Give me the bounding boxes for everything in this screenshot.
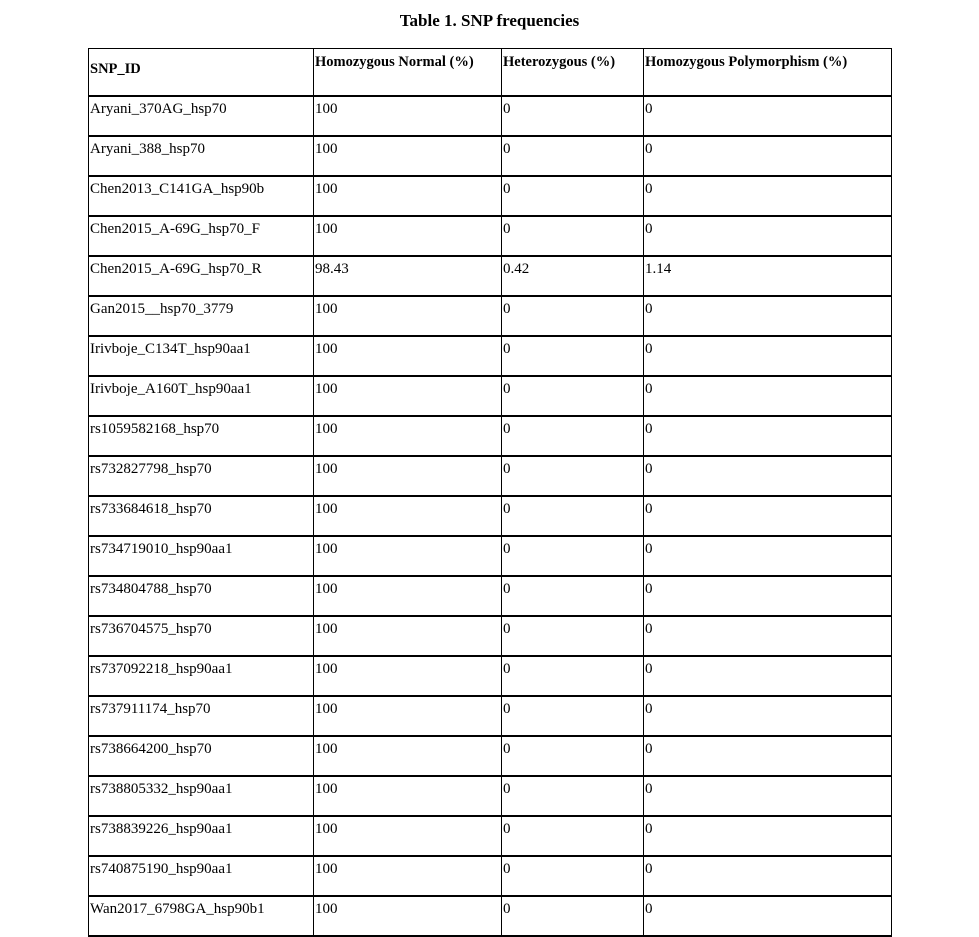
cell-heterozygous: 0	[502, 296, 644, 336]
table-row	[89, 336, 892, 376]
cell-heterozygous: 0	[502, 216, 644, 256]
cell-snp-id: Chen2015_A-69G_hsp70_F	[89, 216, 314, 256]
cell-heterozygous: 0	[502, 776, 644, 816]
table-row	[89, 296, 892, 336]
cell-heterozygous: 0	[502, 536, 644, 576]
table-row	[89, 816, 892, 856]
cell-snp-id: rs737911174_hsp70	[89, 696, 314, 736]
cell-snp-id: Chen2013_C141GA_hsp90b	[89, 176, 314, 216]
table-row	[89, 376, 892, 416]
table-row	[89, 496, 892, 536]
cell-heterozygous: 0	[502, 176, 644, 216]
cell-homozygous-normal: 100	[314, 656, 502, 696]
cell-snp-id: Aryani_370AG_hsp70	[89, 96, 314, 136]
cell-homozygous-polymorphism: 0	[644, 416, 892, 456]
cell-snp-id: rs1059582168_hsp70	[89, 416, 314, 456]
snp-frequency-table	[88, 48, 892, 937]
cell-homozygous-polymorphism: 0	[644, 96, 892, 136]
table-row	[89, 616, 892, 656]
cell-snp-id: Gan2015__hsp70_3779	[89, 296, 314, 336]
table-row	[89, 736, 892, 776]
table-row	[89, 176, 892, 216]
cell-snp-id: Wan2017_6798GA_hsp90b1	[89, 896, 314, 936]
cell-homozygous-polymorphism: 0	[644, 856, 892, 896]
cell-homozygous-normal: 100	[314, 496, 502, 536]
cell-snp-id: rs737092218_hsp90aa1	[89, 656, 314, 696]
cell-homozygous-normal: 100	[314, 576, 502, 616]
cell-heterozygous: 0	[502, 656, 644, 696]
cell-snp-id: rs732827798_hsp70	[89, 456, 314, 496]
cell-homozygous-normal: 100	[314, 96, 502, 136]
cell-homozygous-polymorphism: 0	[644, 216, 892, 256]
cell-homozygous-polymorphism: 0	[644, 656, 892, 696]
cell-homozygous-polymorphism: 0	[644, 376, 892, 416]
cell-snp-id: Irivboje_C134T_hsp90aa1	[89, 336, 314, 376]
cell-homozygous-polymorphism: 0	[644, 496, 892, 536]
cell-heterozygous: 0	[502, 456, 644, 496]
cell-heterozygous: 0	[502, 696, 644, 736]
cell-homozygous-normal: 98.43	[314, 256, 502, 296]
cell-homozygous-normal: 100	[314, 216, 502, 256]
cell-homozygous-polymorphism: 0	[644, 536, 892, 576]
header-homozygous-normal: Homozygous Normal (%)	[314, 49, 502, 97]
cell-heterozygous: 0	[502, 736, 644, 776]
cell-homozygous-normal: 100	[314, 856, 502, 896]
table-row	[89, 96, 892, 136]
cell-homozygous-normal: 100	[314, 816, 502, 856]
table-row	[89, 536, 892, 576]
table-row	[89, 456, 892, 496]
cell-heterozygous: 0	[502, 336, 644, 376]
cell-snp-id: rs734719010_hsp90aa1	[89, 536, 314, 576]
cell-homozygous-normal: 100	[314, 736, 502, 776]
cell-heterozygous: 0	[502, 856, 644, 896]
table-header	[89, 49, 892, 97]
table-row	[89, 656, 892, 696]
header-row	[89, 49, 892, 97]
cell-homozygous-normal: 100	[314, 696, 502, 736]
cell-homozygous-polymorphism: 0	[644, 576, 892, 616]
cell-homozygous-polymorphism: 0	[644, 696, 892, 736]
cell-homozygous-normal: 100	[314, 376, 502, 416]
cell-snp-id: rs736704575_hsp70	[89, 616, 314, 656]
table-row	[89, 136, 892, 176]
table-row	[89, 776, 892, 816]
cell-snp-id: rs738839226_hsp90aa1	[89, 816, 314, 856]
cell-snp-id: Irivboje_A160T_hsp90aa1	[89, 376, 314, 416]
cell-homozygous-polymorphism: 0	[644, 336, 892, 376]
cell-snp-id: rs734804788_hsp70	[89, 576, 314, 616]
cell-snp-id: rs733684618_hsp70	[89, 496, 314, 536]
header-snp-id: SNP_ID	[89, 49, 314, 97]
cell-snp-id: Aryani_388_hsp70	[89, 136, 314, 176]
cell-snp-id: Chen2015_A-69G_hsp70_R	[89, 256, 314, 296]
cell-homozygous-polymorphism: 0	[644, 616, 892, 656]
cell-homozygous-normal: 100	[314, 776, 502, 816]
cell-homozygous-polymorphism: 1.14	[644, 256, 892, 296]
header-heterozygous: Heterozygous (%)	[502, 49, 644, 97]
cell-homozygous-normal: 100	[314, 456, 502, 496]
cell-heterozygous: 0	[502, 376, 644, 416]
cell-heterozygous: 0	[502, 896, 644, 936]
cell-homozygous-normal: 100	[314, 136, 502, 176]
table-row	[89, 896, 892, 936]
cell-snp-id: rs738805332_hsp90aa1	[89, 776, 314, 816]
cell-heterozygous: 0	[502, 136, 644, 176]
cell-homozygous-polymorphism: 0	[644, 896, 892, 936]
table-row	[89, 856, 892, 896]
cell-homozygous-polymorphism: 0	[644, 176, 892, 216]
cell-heterozygous: 0	[502, 496, 644, 536]
cell-homozygous-normal: 100	[314, 616, 502, 656]
cell-homozygous-polymorphism: 0	[644, 456, 892, 496]
table-row	[89, 696, 892, 736]
cell-heterozygous: 0	[502, 416, 644, 456]
table-caption: Table 1. SNP frequencies	[399, 11, 580, 30]
table-row	[89, 576, 892, 616]
cell-homozygous-polymorphism: 0	[644, 136, 892, 176]
cell-homozygous-normal: 100	[314, 536, 502, 576]
cell-heterozygous: 0	[502, 576, 644, 616]
table-body	[89, 96, 892, 936]
cell-heterozygous: 0	[502, 96, 644, 136]
cell-heterozygous: 0.42	[502, 256, 644, 296]
cell-homozygous-normal: 100	[314, 296, 502, 336]
cell-homozygous-polymorphism: 0	[644, 776, 892, 816]
cell-homozygous-polymorphism: 0	[644, 816, 892, 856]
cell-homozygous-normal: 100	[314, 336, 502, 376]
cell-snp-id: rs738664200_hsp70	[89, 736, 314, 776]
cell-homozygous-polymorphism: 0	[644, 296, 892, 336]
cell-homozygous-normal: 100	[314, 176, 502, 216]
cell-homozygous-normal: 100	[314, 896, 502, 936]
header-homozygous-polymorphism: Homozygous Polymorphism (%)	[644, 49, 892, 97]
cell-homozygous-normal: 100	[314, 416, 502, 456]
cell-heterozygous: 0	[502, 616, 644, 656]
table-row	[89, 216, 892, 256]
cell-snp-id: rs740875190_hsp90aa1	[89, 856, 314, 896]
cell-heterozygous: 0	[502, 816, 644, 856]
table-row	[89, 256, 892, 296]
table-row	[89, 416, 892, 456]
cell-homozygous-polymorphism: 0	[644, 736, 892, 776]
